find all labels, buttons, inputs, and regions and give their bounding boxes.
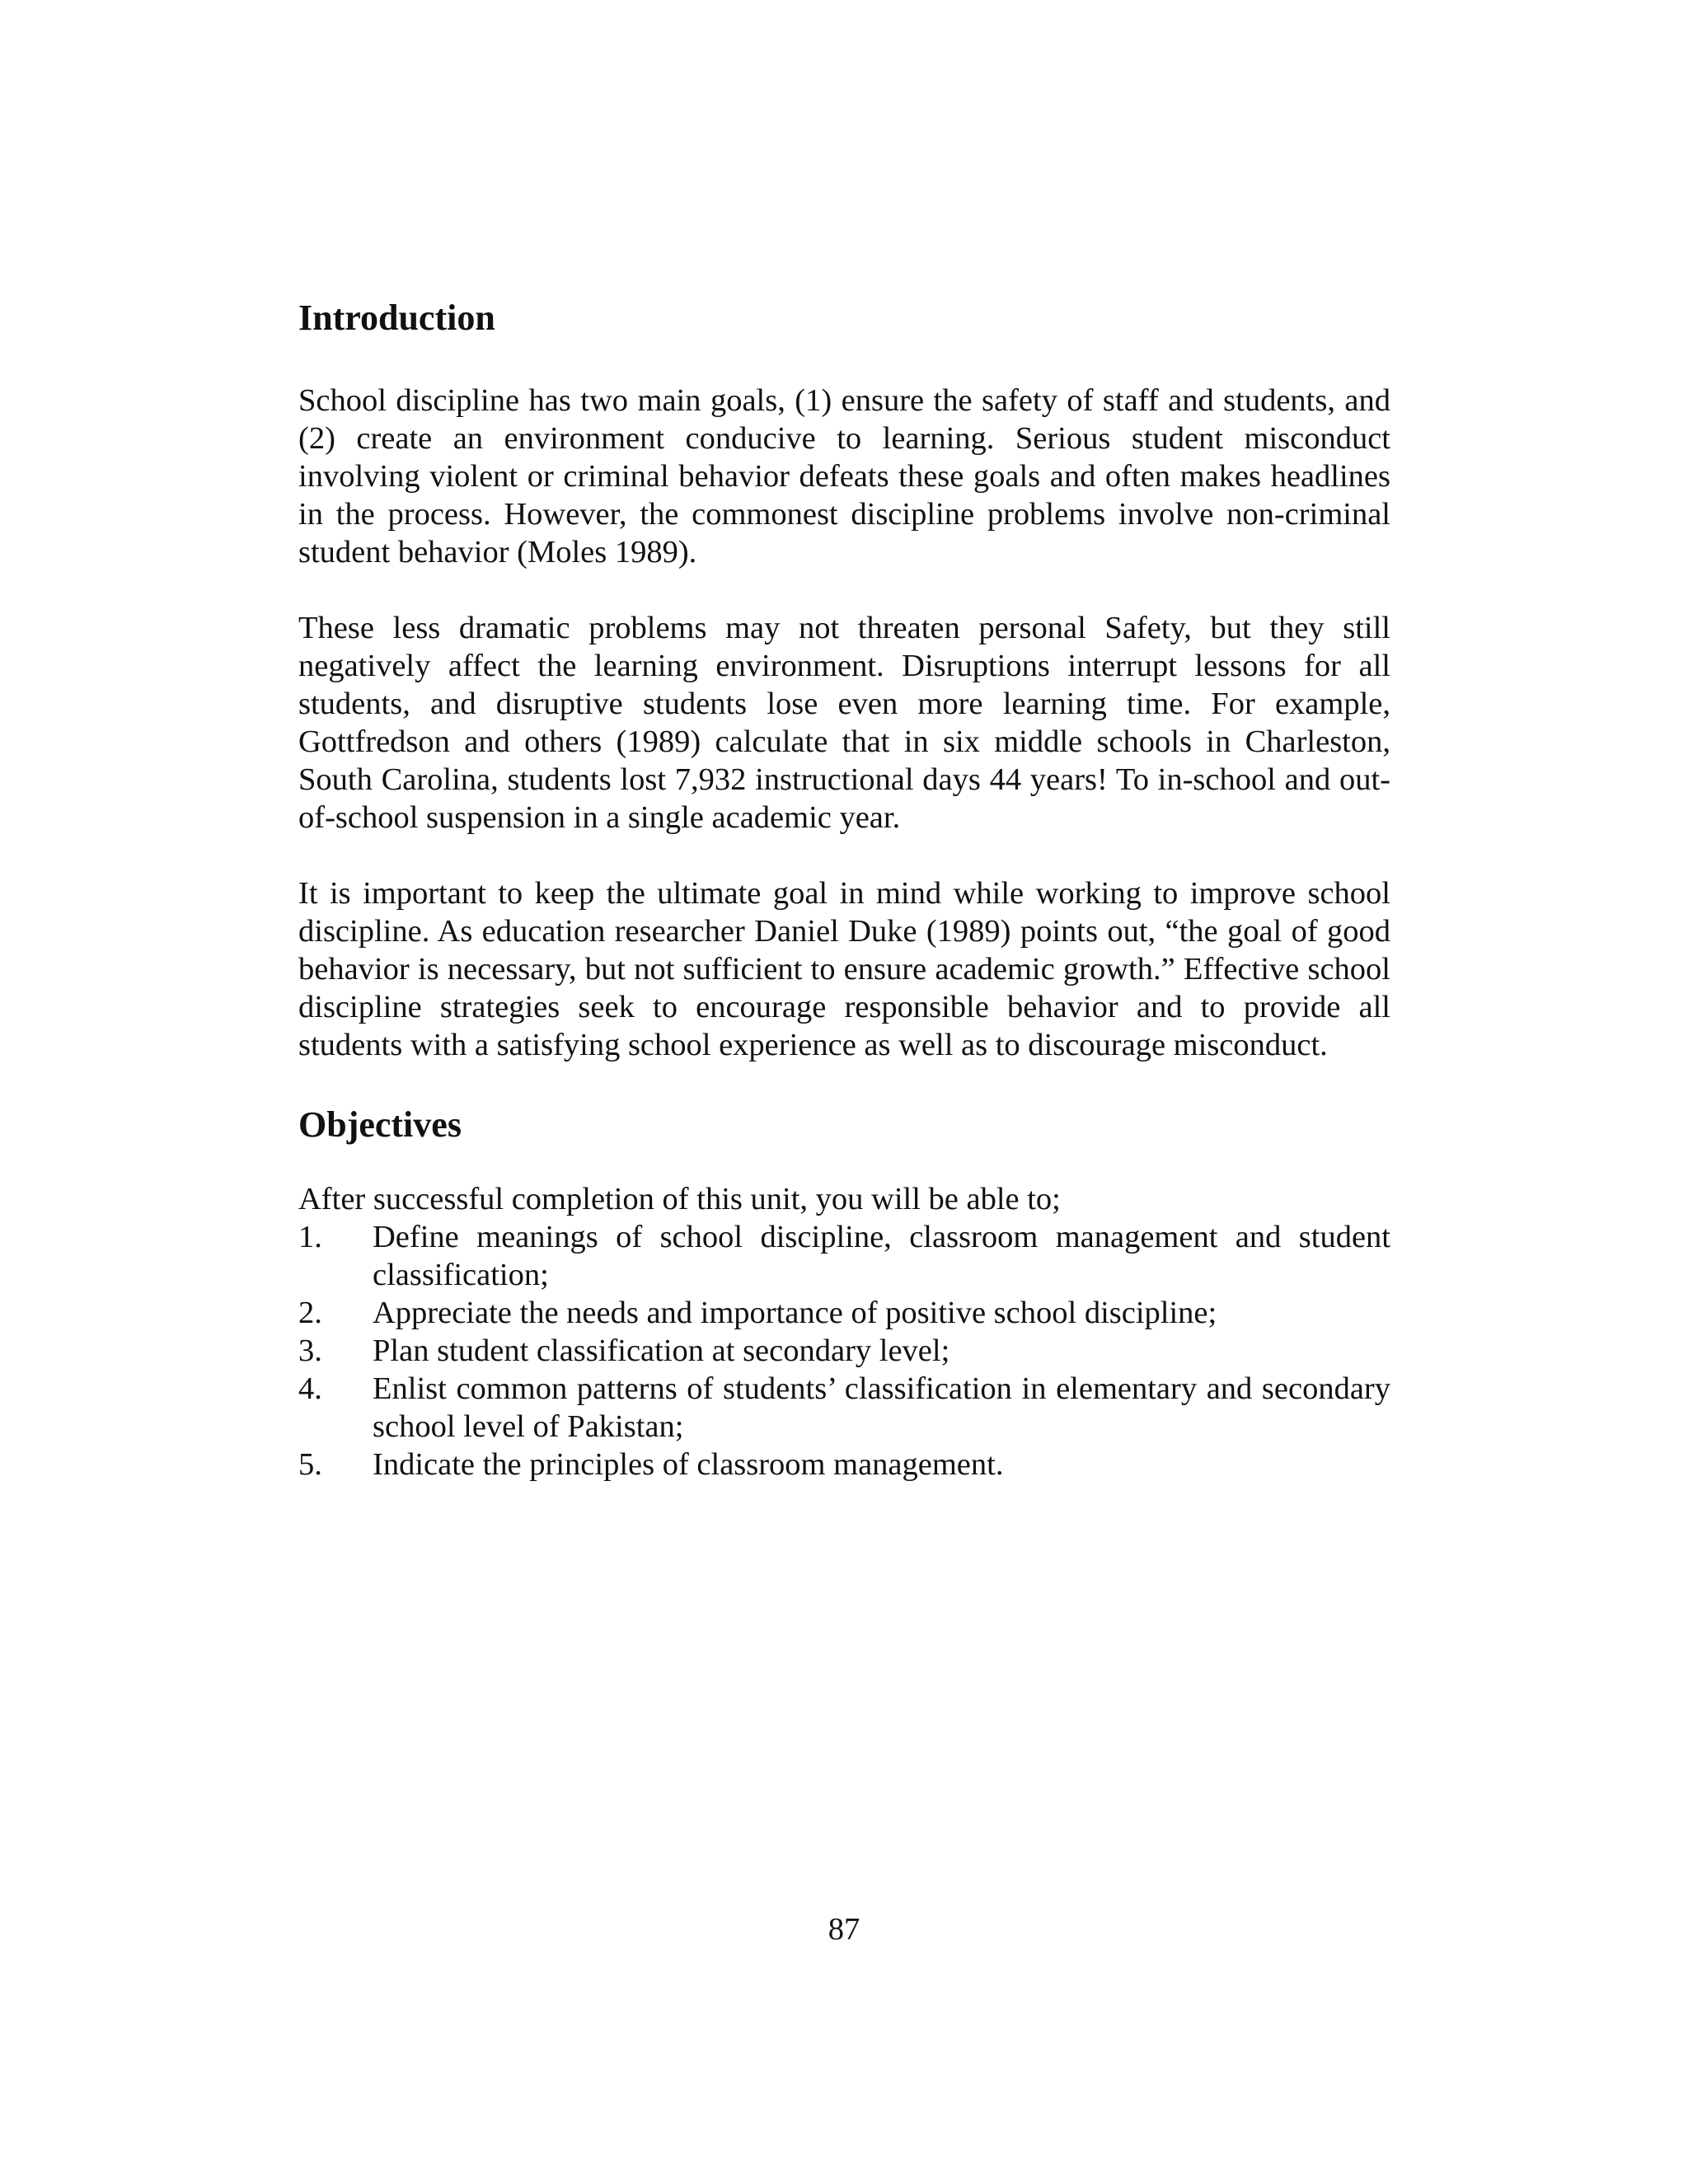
list-item-number: 5. (298, 1446, 322, 1482)
list-item-number: 1. (298, 1219, 322, 1254)
objectives-lead: After successful completion of this unit, you will be able to; (298, 1181, 1061, 1216)
objectives-list (298, 1218, 1390, 1483)
introduction-section (298, 297, 1390, 1064)
intro-paragraph-1: School discipline has two main goals, (1) ensure the safety of staff and students, and (2) create an environment conducive to learning. Serious student misconduct involving violent or criminal behavior defeats these goals and often makes headlines in the process. However, the commonest discipline problems involve non-criminal student behavior (Moles 1989). (298, 382, 1390, 569)
list-item-text: Enlist common patterns of students’ classification in elementary and secondary school level of Pakistan; (373, 1371, 1390, 1444)
list-item-number: 3. (298, 1333, 322, 1368)
page-content (298, 297, 1390, 1483)
list-item (298, 1446, 1390, 1483)
list-item (298, 1218, 1390, 1294)
intro-paragraph-2: These less dramatic problems may not threaten personal Safety, but they still negatively affect the learning environment. Disruptions interrupt lessons for all students, and disruptive students lose even more learning time. For example, Gottfredson and others (1989) calculate that in six middle schools in Charleston, South Carolina, students lost 7,932 instructional days 44 years! To in-school and out-of-school suspension in a single academic year. (298, 610, 1390, 835)
list-item-text: Appreciate the needs and importance of positive school discipline; (373, 1295, 1217, 1330)
list-item-number: 4. (298, 1371, 322, 1406)
list-item (298, 1370, 1390, 1446)
list-item-number: 2. (298, 1295, 322, 1330)
page-number: 87 (828, 1912, 860, 1947)
list-item (298, 1332, 1390, 1370)
list-item-text: Plan student classification at secondary level; (373, 1333, 950, 1368)
list-item (298, 1294, 1390, 1332)
introduction-heading: Introduction (298, 298, 495, 338)
list-item-text: Define meanings of school discipline, classroom management and student classification; (373, 1219, 1390, 1292)
intro-paragraph-3: It is important to keep the ultimate goal in mind while working to improve school discipline. As education researcher Daniel Duke (1989) points out, “the goal of good behavior is necessary, but not sufficient to ensure academic growth.” Effective school discipline strategies seek to encourage responsible behavior and to provide all students with a satisfying school experience as well as to discourage misconduct. (298, 875, 1390, 1062)
objectives-heading: Objectives (298, 1104, 462, 1145)
list-item-text: Indicate the principles of classroom management. (373, 1446, 1004, 1482)
objectives-section (298, 1104, 1390, 1483)
